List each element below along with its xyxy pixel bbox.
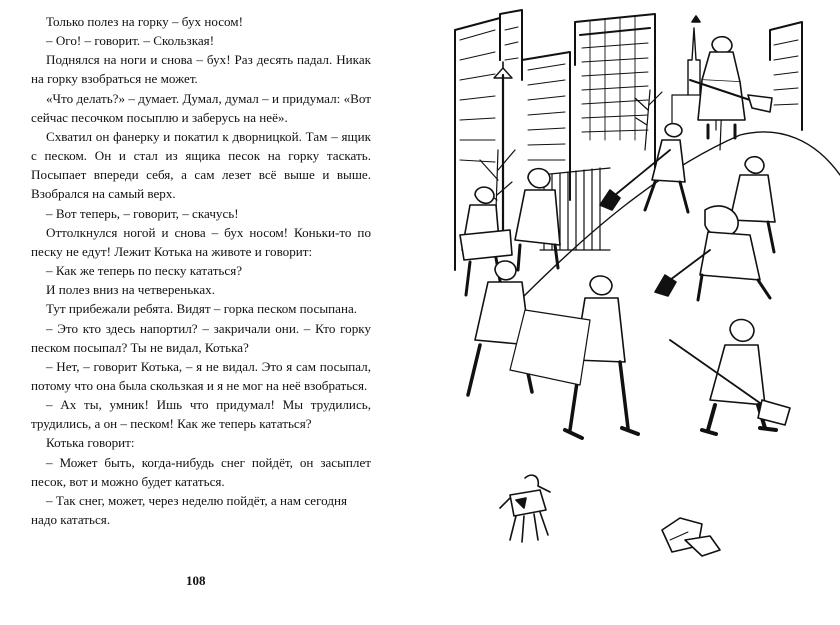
paragraph: Схватил он фанерку и покатил к дворницкой. Там – ящик с песком. Он и стал из ящика песок на горку таскать. Посыпает впереди себя, а сам лезет всё выше и выше. Взобрался на самый верх. <box>31 128 371 202</box>
paragraph: И полез вниз на четвереньках. <box>46 282 215 298</box>
paragraph: – Нет, – говорит Котька, – я не видал. Это я сам посыпал, потому что она была скользкая и я не мог на неё взобраться. <box>31 358 371 393</box>
child-center <box>515 169 560 270</box>
paragraph: Только полез на горку – бух носом! <box>46 14 243 29</box>
child-bottom-shovel <box>670 320 790 435</box>
paragraph: Оттолкнулся ногой и снова – бух носом! Коньки-то по песку не едут! Лежит Котька на животе и говорит: <box>31 224 371 259</box>
page-number: 108 <box>186 573 206 588</box>
children-with-sheet <box>468 261 638 438</box>
story-text <box>31 12 371 529</box>
illustration-drawing <box>440 0 840 625</box>
paragraph: – Вот теперь, – говорит, – скачусь! <box>46 205 239 221</box>
paragraph: Поднялся на ноги и снова – бух! Раз десять падал. Никак на горку взобраться не может. <box>31 52 371 87</box>
paragraph: – Так снег, может, через неделю пойдёт, а нам сегодня надо кататься. <box>31 492 348 528</box>
paragraph: – Как же теперь по песку кататься? <box>46 263 243 279</box>
left-page <box>0 0 400 625</box>
paragraph: «Что делать?» – думает. Думал, думал – и придумал: «Вот сейчас песочком посыплю и заберусь на неё». <box>31 90 371 125</box>
child-hill-left <box>600 124 688 212</box>
paragraph: – Ого! – говорит. – Скользкая! <box>46 33 215 49</box>
paragraph: – Может быть, когда-нибудь снег пойдёт, он засыплет песок, вот и можно будет кататься. <box>31 454 371 489</box>
child-top-shovel <box>690 37 772 138</box>
paragraph: Тут прибежали ребята. Видят – горка песком посыпана. <box>46 301 358 317</box>
paragraph: – Ах ты, умник! Ишь что придумал! Мы трудились, трудились, а он – песком! Как же теперь кататься? <box>31 397 371 432</box>
illustration <box>440 0 840 625</box>
paragraph: – Это кто здесь напортил? – закричали они. – Кто горку песком посыпал? Ты не видал, Котька? <box>31 320 371 355</box>
mittens <box>662 518 720 556</box>
dog <box>500 475 550 542</box>
paragraph: Котька говорит: <box>46 435 135 451</box>
trees <box>480 90 734 240</box>
